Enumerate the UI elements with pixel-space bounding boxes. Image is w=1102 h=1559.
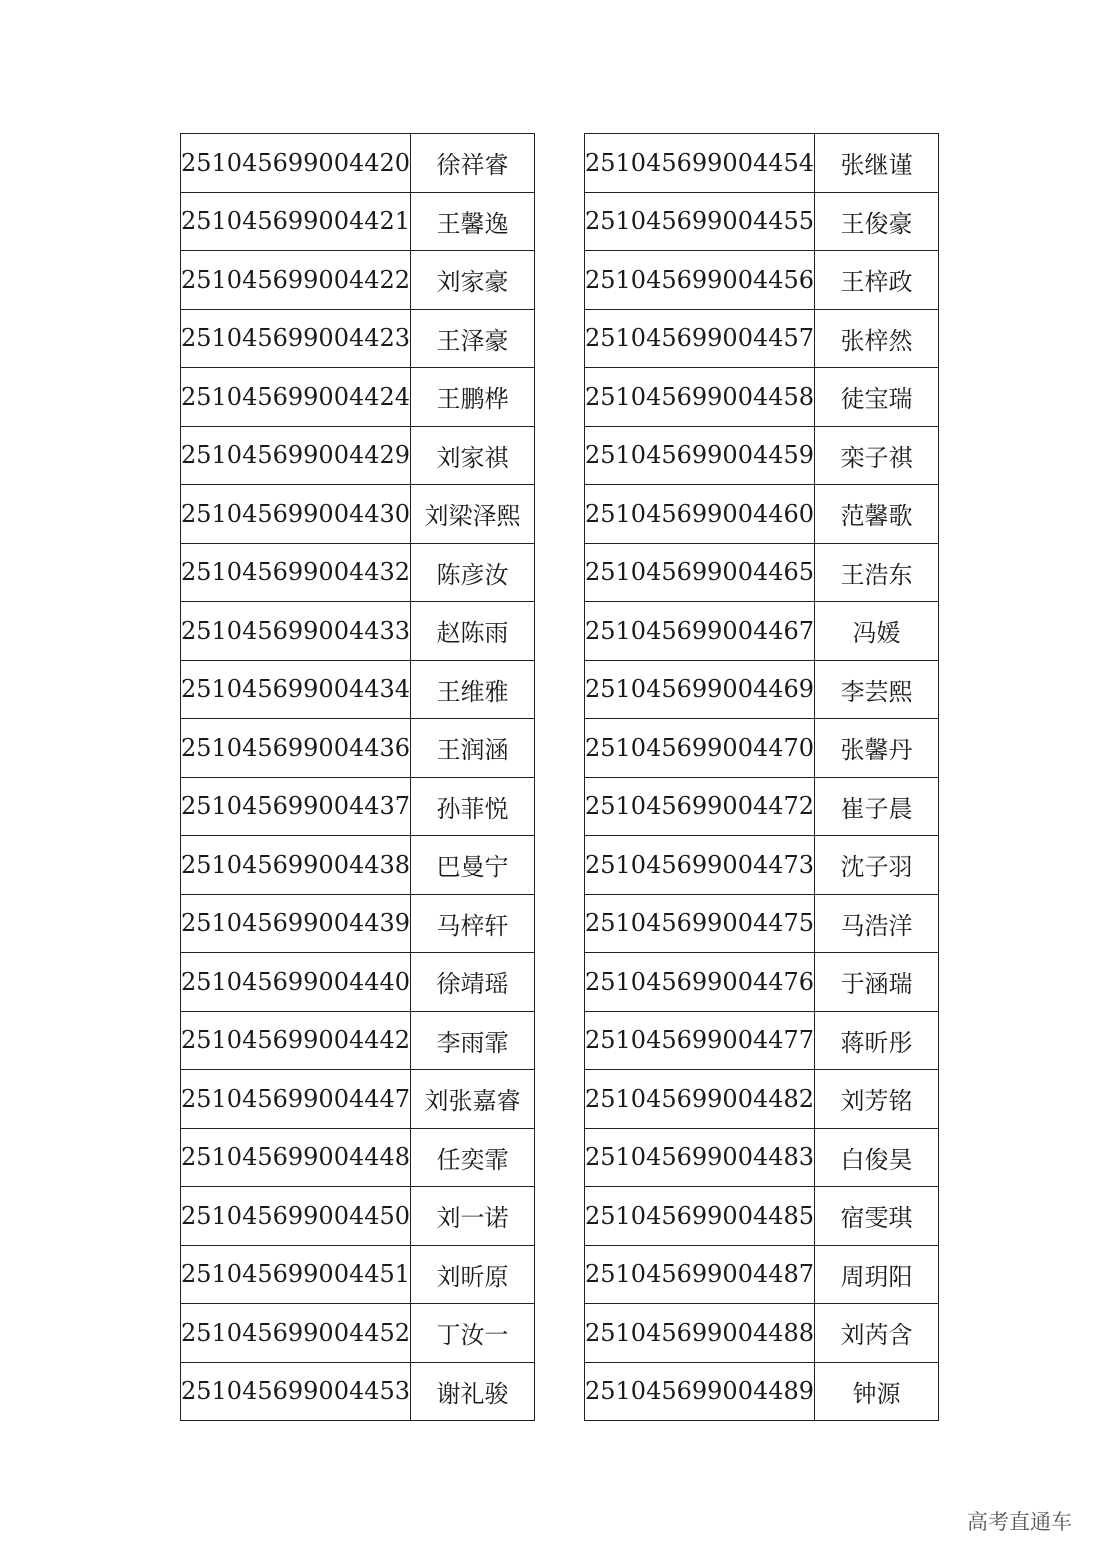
table-row bbox=[181, 660, 535, 719]
table-row bbox=[181, 1128, 535, 1187]
exam-id-cell: 251045699004465 bbox=[585, 543, 815, 602]
student-name-cell: 王馨逸 bbox=[411, 192, 535, 251]
student-name-cell: 孙菲悦 bbox=[411, 777, 535, 836]
student-name-cell: 赵陈雨 bbox=[411, 602, 535, 661]
exam-id-cell: 251045699004477 bbox=[585, 1011, 815, 1070]
exam-id-cell: 251045699004424 bbox=[181, 368, 411, 427]
exam-id-cell: 251045699004440 bbox=[181, 953, 411, 1012]
table-row bbox=[181, 1070, 535, 1129]
student-name-cell: 马浩洋 bbox=[815, 894, 939, 953]
student-name-cell: 冯媛 bbox=[815, 602, 939, 661]
table-row bbox=[181, 1245, 535, 1304]
table-row bbox=[181, 134, 535, 193]
student-name-cell: 于涵瑞 bbox=[815, 953, 939, 1012]
table-row bbox=[585, 1128, 939, 1187]
student-name-cell: 徐靖瑶 bbox=[411, 953, 535, 1012]
student-name-cell: 王泽豪 bbox=[411, 309, 535, 368]
exam-id-cell: 251045699004434 bbox=[181, 660, 411, 719]
student-name-cell: 王梓政 bbox=[815, 251, 939, 310]
table-row bbox=[181, 719, 535, 778]
table-row bbox=[585, 1304, 939, 1363]
exam-id-cell: 251045699004429 bbox=[181, 426, 411, 485]
table-row bbox=[181, 1187, 535, 1246]
student-name-cell: 王浩东 bbox=[815, 543, 939, 602]
exam-id-cell: 251045699004422 bbox=[181, 251, 411, 310]
table-row bbox=[585, 251, 939, 310]
table-row bbox=[585, 1011, 939, 1070]
table-row bbox=[181, 602, 535, 661]
table-row bbox=[585, 543, 939, 602]
exam-id-cell: 251045699004475 bbox=[585, 894, 815, 953]
table-row bbox=[585, 368, 939, 427]
table-row bbox=[585, 660, 939, 719]
exam-id-cell: 251045699004453 bbox=[181, 1362, 411, 1421]
exam-id-cell: 251045699004447 bbox=[181, 1070, 411, 1129]
student-name-cell: 巴曼宁 bbox=[411, 836, 535, 895]
student-name-cell: 周玥阳 bbox=[815, 1245, 939, 1304]
table-row bbox=[181, 836, 535, 895]
student-name-cell: 李雨霏 bbox=[411, 1011, 535, 1070]
student-name-cell: 刘家祺 bbox=[411, 426, 535, 485]
student-name-cell: 任奕霏 bbox=[411, 1128, 535, 1187]
exam-id-cell: 251045699004442 bbox=[181, 1011, 411, 1070]
table-row bbox=[585, 1187, 939, 1246]
exam-id-cell: 251045699004432 bbox=[181, 543, 411, 602]
exam-id-cell: 251045699004452 bbox=[181, 1304, 411, 1363]
exam-id-cell: 251045699004450 bbox=[181, 1187, 411, 1246]
table-row bbox=[181, 426, 535, 485]
student-name-cell: 刘芮含 bbox=[815, 1304, 939, 1363]
exam-id-cell: 251045699004472 bbox=[585, 777, 815, 836]
exam-id-cell: 251045699004483 bbox=[585, 1128, 815, 1187]
table-row bbox=[181, 485, 535, 544]
exam-id-cell: 251045699004439 bbox=[181, 894, 411, 953]
table-row bbox=[585, 1362, 939, 1421]
table-row bbox=[181, 192, 535, 251]
exam-id-cell: 251045699004473 bbox=[585, 836, 815, 895]
table-row bbox=[585, 1070, 939, 1129]
student-name-cell: 栾子祺 bbox=[815, 426, 939, 485]
exam-id-cell: 251045699004421 bbox=[181, 192, 411, 251]
table-row bbox=[585, 134, 939, 193]
table-row bbox=[585, 485, 939, 544]
table-row bbox=[181, 1304, 535, 1363]
student-name-cell: 范馨歌 bbox=[815, 485, 939, 544]
table-row bbox=[585, 719, 939, 778]
table-row bbox=[181, 251, 535, 310]
exam-id-cell: 251045699004433 bbox=[181, 602, 411, 661]
student-name-cell: 徐祥睿 bbox=[411, 134, 535, 193]
student-name-cell: 陈彦汝 bbox=[411, 543, 535, 602]
exam-id-cell: 251045699004451 bbox=[181, 1245, 411, 1304]
exam-id-cell: 251045699004455 bbox=[585, 192, 815, 251]
exam-id-cell: 251045699004456 bbox=[585, 251, 815, 310]
exam-id-cell: 251045699004420 bbox=[181, 134, 411, 193]
table-row bbox=[585, 1245, 939, 1304]
table-row bbox=[181, 894, 535, 953]
exam-id-cell: 251045699004485 bbox=[585, 1187, 815, 1246]
exam-id-cell: 251045699004459 bbox=[585, 426, 815, 485]
student-name-cell: 刘家豪 bbox=[411, 251, 535, 310]
student-name-cell: 刘芳铭 bbox=[815, 1070, 939, 1129]
student-name-cell: 王俊豪 bbox=[815, 192, 939, 251]
exam-id-cell: 251045699004458 bbox=[585, 368, 815, 427]
student-name-cell: 宿雯琪 bbox=[815, 1187, 939, 1246]
student-name-cell: 刘梁泽熙 bbox=[411, 485, 535, 544]
exam-id-cell: 251045699004489 bbox=[585, 1362, 815, 1421]
student-name-cell: 张继谨 bbox=[815, 134, 939, 193]
student-name-cell: 张梓然 bbox=[815, 309, 939, 368]
table-row bbox=[585, 602, 939, 661]
watermark-text: 高考直通车 bbox=[967, 1510, 1072, 1534]
exam-id-cell: 251045699004423 bbox=[181, 309, 411, 368]
table-row bbox=[181, 1011, 535, 1070]
table-row bbox=[585, 953, 939, 1012]
table-row bbox=[181, 777, 535, 836]
student-name-cell: 丁汝一 bbox=[411, 1304, 535, 1363]
table-row bbox=[585, 309, 939, 368]
exam-id-cell: 251045699004438 bbox=[181, 836, 411, 895]
student-name-cell: 崔子晨 bbox=[815, 777, 939, 836]
table-row bbox=[585, 426, 939, 485]
exam-id-cell: 251045699004482 bbox=[585, 1070, 815, 1129]
table-row bbox=[585, 894, 939, 953]
student-name-cell: 蒋昕彤 bbox=[815, 1011, 939, 1070]
exam-id-cell: 251045699004454 bbox=[585, 134, 815, 193]
exam-id-cell: 251045699004448 bbox=[181, 1128, 411, 1187]
exam-id-cell: 251045699004488 bbox=[585, 1304, 815, 1363]
exam-id-cell: 251045699004487 bbox=[585, 1245, 815, 1304]
exam-id-cell: 251045699004437 bbox=[181, 777, 411, 836]
exam-id-cell: 251045699004469 bbox=[585, 660, 815, 719]
student-name-cell: 李芸熙 bbox=[815, 660, 939, 719]
exam-id-cell: 251045699004460 bbox=[585, 485, 815, 544]
student-name-cell: 沈子羽 bbox=[815, 836, 939, 895]
exam-id-cell: 251045699004436 bbox=[181, 719, 411, 778]
student-name-cell: 徒宝瑞 bbox=[815, 368, 939, 427]
table-row bbox=[181, 1362, 535, 1421]
table-row bbox=[585, 192, 939, 251]
student-name-cell: 钟源 bbox=[815, 1362, 939, 1421]
student-name-cell: 王润涵 bbox=[411, 719, 535, 778]
table-row bbox=[181, 953, 535, 1012]
table-row bbox=[181, 543, 535, 602]
table-row bbox=[181, 368, 535, 427]
student-name-cell: 刘张嘉睿 bbox=[411, 1070, 535, 1129]
table-row bbox=[585, 836, 939, 895]
student-name-cell: 刘一诺 bbox=[411, 1187, 535, 1246]
roster-table-left bbox=[180, 133, 535, 1421]
student-name-cell: 马梓轩 bbox=[411, 894, 535, 953]
table-row bbox=[181, 309, 535, 368]
roster-table-right bbox=[584, 133, 939, 1421]
student-name-cell: 张馨丹 bbox=[815, 719, 939, 778]
table-row bbox=[585, 777, 939, 836]
student-name-cell: 王鹏桦 bbox=[411, 368, 535, 427]
exam-id-cell: 251045699004457 bbox=[585, 309, 815, 368]
exam-id-cell: 251045699004470 bbox=[585, 719, 815, 778]
student-name-cell: 刘昕原 bbox=[411, 1245, 535, 1304]
exam-id-cell: 251045699004430 bbox=[181, 485, 411, 544]
exam-id-cell: 251045699004467 bbox=[585, 602, 815, 661]
exam-id-cell: 251045699004476 bbox=[585, 953, 815, 1012]
student-name-cell: 谢礼骏 bbox=[411, 1362, 535, 1421]
student-name-cell: 王维雅 bbox=[411, 660, 535, 719]
student-name-cell: 白俊昊 bbox=[815, 1128, 939, 1187]
